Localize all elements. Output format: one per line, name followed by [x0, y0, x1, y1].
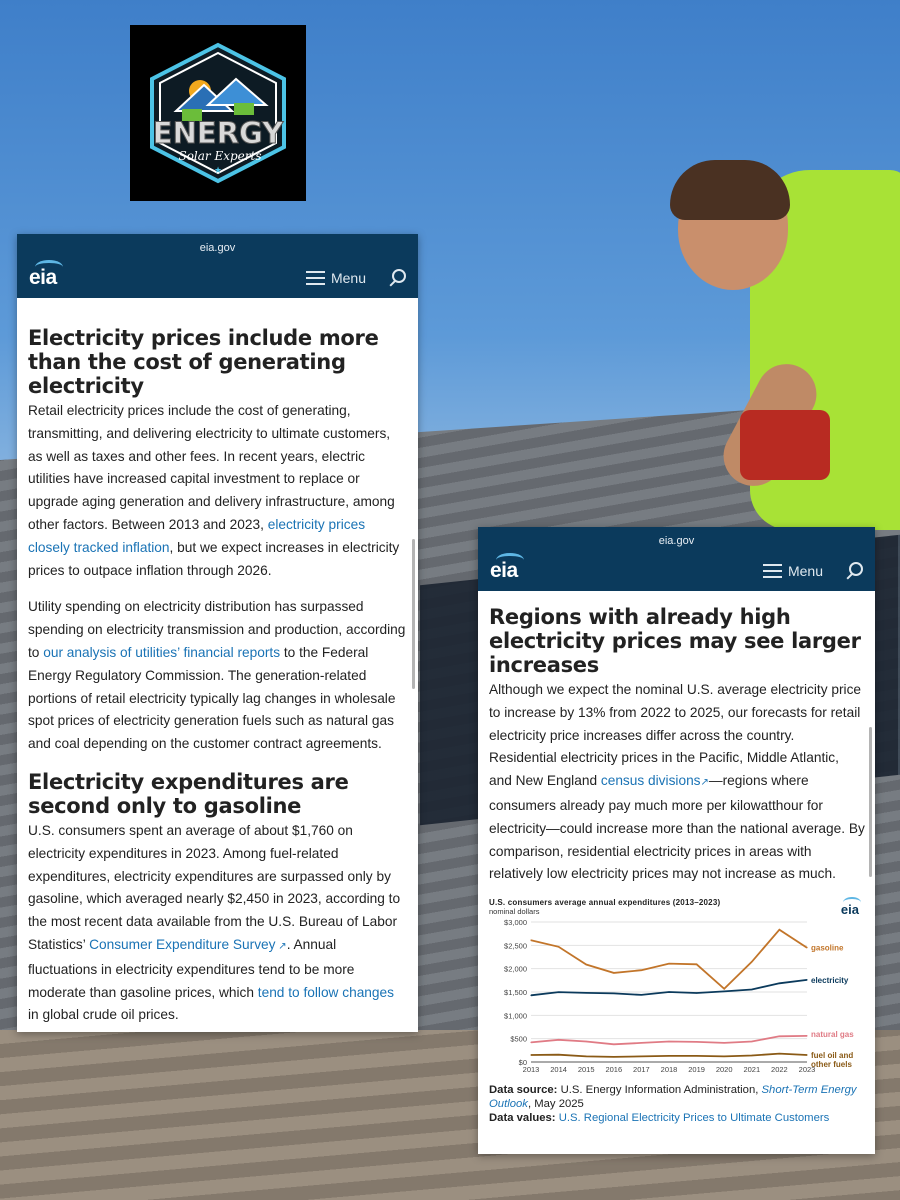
energy-solar-experts-logo [130, 25, 306, 201]
y-tick-label: $2,000 [504, 964, 527, 974]
eia-article-card-right [478, 527, 875, 1154]
menu-label: Menu [787, 563, 823, 579]
scrollbar[interactable] [412, 539, 415, 689]
expenditures-chart [489, 898, 865, 1079]
y-tick-label: $3,000 [504, 918, 527, 928]
data-point [806, 1055, 807, 1056]
data-point [641, 1042, 642, 1043]
data-point [751, 961, 752, 962]
data-point [586, 1041, 587, 1042]
x-tick-label: 2021 [743, 1065, 761, 1075]
eia-logo[interactable]: eia [29, 266, 57, 290]
series-label: fuel oil and [811, 1051, 854, 1061]
solar-installer-figure [660, 160, 900, 530]
data-point [779, 1053, 780, 1054]
external-link-icon: ↗ [275, 940, 287, 952]
data-point [724, 1042, 725, 1043]
section-heading: Electricity prices include more than the cost of generating electricity [28, 326, 379, 398]
data-point [530, 1042, 531, 1043]
search-icon[interactable] [845, 562, 863, 580]
data-point [558, 1054, 559, 1055]
data-point [696, 993, 697, 994]
link-tend-to-follow-changes[interactable]: tend to follow changes [257, 984, 394, 1000]
data-point [806, 979, 807, 980]
data-point [806, 1035, 807, 1036]
data-point [530, 1055, 531, 1056]
link-census-divisions[interactable]: census divisions↗ [600, 773, 709, 789]
logo-brand-text: ENERGY [152, 116, 284, 150]
chart-eia-logo: eia [840, 902, 859, 918]
data-point [779, 983, 780, 984]
data-point [696, 1042, 697, 1043]
x-tick-label: 2019 [688, 1065, 705, 1075]
svg-text:★: ★ [213, 165, 223, 175]
series-line-natural-gas [531, 1036, 807, 1044]
data-point [558, 1039, 559, 1040]
url-bar[interactable]: eia.gov [199, 242, 236, 254]
x-tick-label: 2015 [577, 1065, 595, 1075]
paragraph: Retail electricity prices include the cost of generating, transmitting, and delivering electricity to ultimate customers, as well as taxes and other fees. In recent years, electric utilities have increased capital investment to replace or upgrade aging generation and delivery infrastructure, among other factors. Between 2013 and 2023, electricity prices closely tracked inflation, but we expect increases in electricity prices to outpace inflation through 2026. [28, 403, 400, 578]
data-point [696, 964, 697, 965]
data-point [530, 995, 531, 996]
data-point [613, 972, 614, 973]
chart-title: U.S. consumers average annual expenditures (2013–2023) [489, 898, 721, 908]
data-point [586, 964, 587, 965]
series-label: natural gas [811, 1030, 854, 1040]
browser-header [17, 234, 418, 298]
data-point [558, 946, 559, 947]
data-point [586, 1056, 587, 1057]
data-point [641, 970, 642, 971]
series-label: other fuels [811, 1060, 852, 1070]
search-icon[interactable] [388, 269, 406, 287]
data-point [530, 940, 531, 941]
data-point [613, 1056, 614, 1057]
x-tick-label: 2016 [605, 1065, 623, 1075]
url-bar[interactable]: eia.gov [658, 535, 695, 547]
link-utilities-financial-reports[interactable]: our analysis of utilities’ financial reports [43, 644, 281, 660]
chart-subtitle: nominal dollars [489, 907, 540, 917]
data-point [724, 988, 725, 989]
data-point [668, 1041, 669, 1042]
paragraph: Although we expect the nominal U.S. average electricity price to increase by 13% from 2022 to 2025, our forecasts for retail electricity price increases differ across the country. Residential electricity prices in the Pacific, Middle Atlantic, and New England census divisions↗—regions where consumers already pay much more per kilowatthour for electricity—could increase more than the national average. By comparison, residential electricity prices in areas with relatively low electricity prices may not increase as much. [489, 682, 865, 882]
eia-logo[interactable]: eia [490, 559, 518, 583]
data-point [724, 1056, 725, 1057]
logo-brand-subtext: Solar Experts [178, 149, 262, 163]
data-point [806, 947, 807, 948]
x-tick-label: 2018 [660, 1065, 678, 1075]
data-point [613, 1044, 614, 1045]
menu-label: Menu [330, 270, 366, 286]
data-point [668, 963, 669, 964]
hamburger-icon [306, 271, 325, 285]
browser-header [478, 527, 875, 591]
data-point [779, 1036, 780, 1037]
data-point [613, 993, 614, 994]
data-point [641, 1056, 642, 1057]
series-label: electricity [811, 976, 849, 986]
data-point [724, 991, 725, 992]
link-consumer-expenditure-survey[interactable]: Consumer Expenditure Survey ↗ [89, 936, 287, 952]
line-chart [489, 916, 865, 1074]
paragraph: Utility spending on electricity distribution has surpassed spending on electricity transmission and production, according to our analysis of utilities’ financial reports to the Federal Energy Regulatory Commission. The generation-related portions of retail electricity typically lag changes in wholesale spot prices of electricity generation fuels such as natural gas and coal depending on the customer contract agreements. [28, 599, 406, 752]
data-point [751, 989, 752, 990]
menu-button[interactable] [306, 270, 366, 286]
x-tick-label: 2013 [522, 1065, 540, 1075]
link-short-term-energy-outlook[interactable]: Short-Term Energy Outlook [489, 1084, 857, 1111]
x-tick-label: 2022 [771, 1065, 788, 1075]
chart-source: Data source: U.S. Energy Information Administration, Short-Term Energy Outlook, May 2025 Data values: U.S. Regional Electricity Prices to Ultimate Customers [489, 1084, 857, 1125]
y-tick-label: $1,500 [504, 988, 527, 998]
series-line-electricity [531, 980, 807, 995]
x-tick-label: 2014 [550, 1065, 567, 1075]
data-point [779, 929, 780, 930]
scrollbar[interactable] [869, 727, 872, 877]
x-tick-label: 2020 [715, 1065, 733, 1075]
x-tick-label: 2023 [798, 1065, 816, 1075]
section-heading: Regions with already high electricity prices may see larger increases [489, 605, 861, 677]
external-link-icon: ↗ [700, 777, 709, 789]
drill-icon [740, 410, 830, 480]
section-heading: Electricity expenditures are second only to gasoline [28, 769, 349, 818]
data-point [586, 993, 587, 994]
series-line-gasoline [531, 930, 807, 989]
link-regional-electricity-prices[interactable]: U.S. Regional Electricity Prices to Ultimate Customers [558, 1112, 830, 1125]
hamburger-icon [763, 564, 782, 578]
y-tick-label: $500 [510, 1034, 527, 1044]
data-point [668, 1056, 669, 1057]
link-prices-tracked-inflation[interactable]: electricity prices closely tracked inflation [28, 516, 366, 555]
y-tick-label: $0 [518, 1058, 527, 1068]
y-tick-label: $1,000 [504, 1011, 527, 1021]
series-label: gasoline [811, 943, 844, 953]
data-point [558, 992, 559, 993]
x-tick-label: 2017 [633, 1065, 650, 1075]
menu-button[interactable] [763, 563, 823, 579]
data-point [641, 994, 642, 995]
y-tick-label: $2,500 [504, 941, 527, 951]
paragraph: U.S. consumers spent an average of about $1,760 on electricity expenditures in 2023. Among fuel-related expenditures, electricity expenditures are surpassed only by gasoline, which averaged nearly $2,450 in 2023, according to the most recent data available from the U.S. Bureau of Labor Statistics’ Consumer Expenditure Survey ↗. Annual fluctuations in electricity expenditures tend to be more moderate than gasoline prices, which tend to follow changes in global crude oil prices. [28, 822, 401, 1023]
eia-article-card-left [17, 234, 418, 1032]
data-point [696, 1056, 697, 1057]
data-point [751, 1055, 752, 1056]
data-point [751, 1041, 752, 1042]
data-point [668, 992, 669, 993]
